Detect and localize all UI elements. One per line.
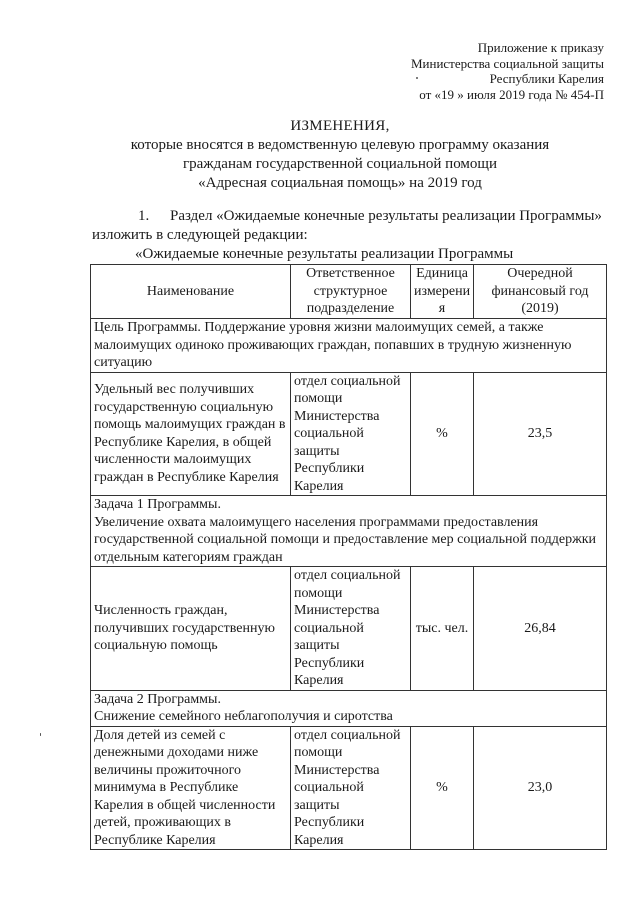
document-title [60, 117, 620, 193]
indicator-name: Удельный вес получивших государственную социальную помощь малоимущих граждан в Республике Карелия, в общей численности малоимущих граждан в Республике Карелия [91, 372, 291, 496]
task1-row [91, 496, 607, 567]
indicator-name: Доля детей из семей с денежными доходами ниже величины прожиточного минимума в Республике Карелия в общей численности детей, проживающих в Республике Карелия [91, 726, 291, 850]
task2-text: Снижение семейного неблагополучия и сиротства [94, 709, 393, 724]
table-row [91, 372, 607, 496]
indicator-unit: % [411, 372, 474, 496]
table-header-row [91, 265, 607, 319]
header-year: Очередной финансовый год (2019) [474, 265, 607, 319]
indicator-dept: отдел социальной помощи Министерства социальной защиты Республики Карелия [291, 372, 411, 496]
goal-text: Цель Программы. Поддержание уровня жизни малоимущих семей, а также малоимущих одиноко проживающих граждан, попавших в трудную жизненную ситуацию [91, 319, 607, 373]
appendix-line-3: Республики Карелия [489, 71, 604, 86]
indicator-unit: % [411, 726, 474, 850]
table-row [91, 567, 607, 691]
scan-speck [416, 77, 418, 79]
indicator-value: 23,5 [474, 372, 607, 496]
paragraph-line-2: изложить в следующей редакции: [92, 227, 308, 243]
header-name: Наименование [91, 265, 291, 319]
indicator-dept: отдел социальной помощи Министерства социальной защиты Республики Карелия [291, 726, 411, 850]
paragraph-line-1: Раздел «Ожидаемые конечные результаты реализации Программы» [170, 208, 602, 224]
table-row [91, 726, 607, 850]
indicator-dept: отдел социальной помощи Министерства социальной защиты Республики Карелия [291, 567, 411, 691]
task2-row [91, 690, 607, 726]
appendix-line-4: от «19 » июля 2019 года № 454-П [419, 86, 604, 102]
results-table [90, 264, 607, 850]
task2-cell [91, 690, 607, 726]
amendment-paragraph [92, 207, 622, 245]
scan-speck [40, 733, 41, 736]
task1-label: Задача 1 Программы. [94, 497, 221, 512]
title-main: ИЗМЕНЕНИЯ, [290, 118, 390, 134]
goal-row [91, 319, 607, 373]
header-dept: Ответственное структурное подразделение [291, 265, 411, 319]
table-caption: «Ожидаемые конечные результаты реализации Программы [135, 246, 514, 262]
appendix-line-2: Министерства социальной защиты [410, 55, 604, 71]
indicator-name: Численность граждан, получивших государственную социальную помощь [91, 567, 291, 691]
indicator-value: 23,0 [474, 726, 607, 850]
appendix-line-1: Приложение к приказу [477, 40, 604, 55]
appendix-header [411, 40, 604, 102]
task2-label: Задача 2 Программы. [94, 691, 221, 707]
paragraph-number: 1. [138, 208, 150, 224]
task1-text: Увеличение охвата малоимущего населения программами предоставления государственной социальной помощи и предоставление мер социальной поддержки отдельным категориям граждан [94, 514, 597, 565]
header-unit: Единица измерени я [411, 265, 474, 319]
indicator-unit: тыс. чел. [411, 567, 474, 691]
indicator-value: 26,84 [474, 567, 607, 691]
task1-cell [91, 496, 607, 567]
title-line-3: «Адресная социальная помощь» на 2019 год [198, 175, 482, 191]
title-line-1: которые вносятся в ведомственную целевую программу оказания [130, 137, 550, 153]
title-line-2: гражданам государственной социальной помощи [183, 156, 497, 172]
